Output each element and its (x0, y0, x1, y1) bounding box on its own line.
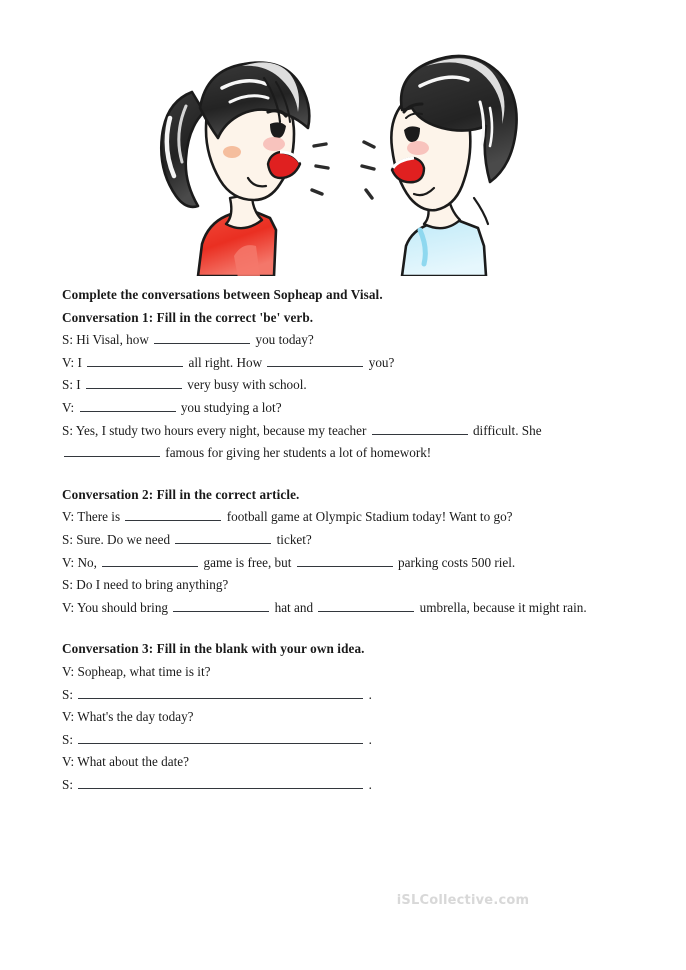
conversation-3-heading: Conversation 3: Fill in the blank with your own idea. (62, 641, 365, 657)
c1-line-6-text-b: famous for giving her students a lot of homework! (165, 445, 432, 461)
c1-line-2-text-c: you? (368, 354, 395, 370)
c2-line-1 (62, 506, 622, 529)
c1-line-2-text-a: V: I (62, 354, 82, 370)
c3-line-2 (62, 684, 622, 707)
c3-line-1: V: Sopheap, what time is it? (62, 663, 211, 679)
c1-line-2-text-b: all right. How (188, 354, 263, 370)
c2-line-5-text-a: V: You should bring (62, 599, 169, 615)
c1-line-5-text-a: S: Yes, I study two hours every night, because my teacher (62, 422, 367, 438)
c2-line-5-text-c: umbrella, because it might rain. (419, 599, 587, 615)
c1-line-5-text-b: difficult. She (472, 422, 542, 438)
c3-line-4-period: . (368, 731, 372, 747)
c1-line-6 (62, 442, 622, 465)
c2-blank-5[interactable] (173, 599, 269, 612)
c1-blank-6[interactable] (372, 421, 468, 434)
c1-blank-3[interactable] (267, 354, 363, 367)
c2-line-3-text-c: parking costs 500 riel. (398, 554, 516, 570)
c1-blank-4[interactable] (86, 376, 182, 389)
c2-line-2-text-b: ticket? (276, 531, 312, 547)
c3-line-2-speaker: S: (62, 686, 73, 702)
worksheet-body (62, 284, 622, 796)
c2-blank-4[interactable] (297, 553, 393, 566)
c2-line-1-text-b: football game at Olympic Stadium today! Want to go? (226, 509, 513, 525)
c1-line-4 (62, 397, 622, 420)
page-title: Complete the conversations between Sopheap and Visal. (62, 287, 383, 302)
section-spacer-2 (62, 619, 622, 638)
section-spacer-1 (62, 465, 622, 484)
c3-line-5: V: What about the date? (62, 754, 189, 770)
c1-blank-7[interactable] (64, 444, 160, 457)
c3-line-6 (62, 774, 622, 797)
c1-line-3 (62, 374, 622, 397)
c1-line-4-text-b: you studying a lot? (180, 399, 282, 415)
c2-line-3-text-b: game is free, but (203, 554, 292, 570)
c2-line-2 (62, 529, 622, 552)
c1-line-3-text-b: very busy with school. (187, 377, 307, 393)
c1-line-4-text-a: V: (62, 399, 75, 415)
conversation-illustration (134, 48, 542, 276)
c2-line-5-text-b: hat and (274, 599, 314, 615)
c3-line-4-speaker: S: (62, 731, 73, 747)
c1-blank-1[interactable] (154, 331, 250, 344)
c2-blank-2[interactable] (175, 531, 271, 544)
c1-line-1-text-b: you today? (255, 332, 314, 348)
c3-line-6-speaker: S: (62, 776, 73, 792)
islcollective-watermark (0, 893, 686, 908)
c2-line-5 (62, 597, 622, 620)
watermark-text: iSLCollective.com (396, 893, 530, 908)
conversation-1-heading: Conversation 1: Fill in the correct 'be' verb. (62, 309, 314, 325)
c1-line-1 (62, 329, 622, 352)
c3-line-3: V: What's the day today? (62, 709, 194, 725)
c1-line-3-text-a: S: I (62, 377, 81, 393)
c2-blank-6[interactable] (318, 599, 414, 612)
c3-answer-blank-1[interactable] (78, 685, 363, 698)
c1-blank-2[interactable] (87, 354, 183, 367)
c3-answer-blank-3[interactable] (78, 776, 363, 789)
c1-line-1-text-a: S: Hi Visal, how (62, 332, 149, 348)
c3-answer-blank-2[interactable] (78, 731, 363, 744)
c2-line-2-text-a: S: Sure. Do we need (62, 531, 171, 547)
c3-line-2-period: . (368, 686, 372, 702)
c2-line-3 (62, 552, 622, 575)
conversation-2-heading: Conversation 2: Fill in the correct article. (62, 486, 300, 502)
c2-blank-3[interactable] (102, 553, 198, 566)
c1-line-2 (62, 352, 622, 375)
c2-line-3-text-a: V: No, (62, 554, 97, 570)
c2-line-4: S: Do I need to bring anything? (62, 577, 229, 593)
c2-line-1-text-a: V: There is (62, 509, 121, 525)
c1-line-5 (62, 420, 622, 443)
c2-blank-1[interactable] (125, 508, 221, 521)
c1-blank-5[interactable] (80, 399, 176, 412)
c3-line-4 (62, 729, 622, 752)
c3-line-6-period: . (368, 776, 372, 792)
